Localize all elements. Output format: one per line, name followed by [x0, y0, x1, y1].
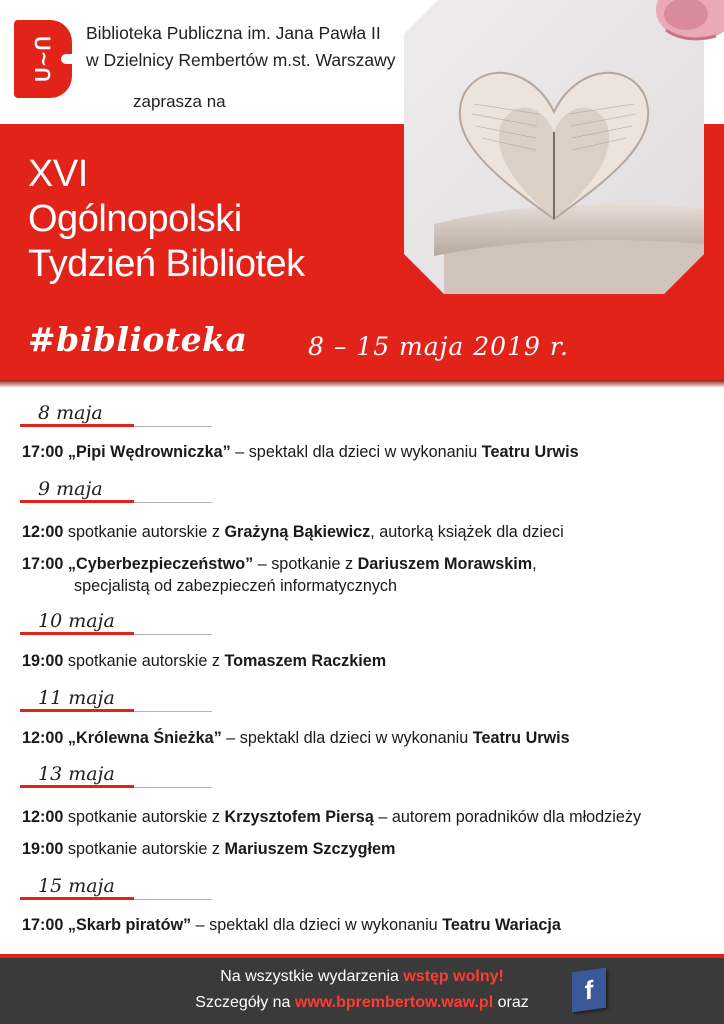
hashtag: #biblioteka [28, 320, 248, 359]
footer-line-1 [0, 968, 724, 986]
facebook-glyph: f [584, 973, 594, 1006]
day-divider [134, 426, 212, 427]
event-text: – spektakl dla dzieci w wykonaniu [230, 443, 482, 461]
footer-text: Na wszystkie wydarzenia [220, 968, 404, 985]
event-time: 12:00 [22, 523, 64, 541]
event-item [22, 727, 570, 749]
website-link[interactable]: www.bprembertow.waw.pl [294, 994, 494, 1011]
event-title [28, 152, 305, 287]
event-text: spotkanie autorskie z [63, 652, 225, 670]
event-highlight: Krzysztofem Piersą [224, 808, 374, 826]
event-text: spotkanie autorskie z [63, 523, 225, 541]
day-divider [134, 634, 212, 635]
event-text: – spotkanie z [253, 555, 358, 573]
invite-text: zaprasza na [133, 92, 226, 111]
event-text: spotkanie autorskie z [63, 808, 225, 826]
event-highlight: „Królewna Śnieżka” [67, 729, 222, 747]
free-entry-text: wstęp wolny! [403, 968, 504, 985]
facebook-icon[interactable] [572, 968, 606, 1013]
event-highlight: Mariuszem Szczygłem [224, 840, 396, 858]
event-text: , [532, 555, 537, 573]
day-underline [20, 709, 134, 712]
event-text: – autorem poradników dla młodzieży [373, 808, 642, 826]
title-line-1: XVI [28, 153, 88, 195]
event-dates: 8 – 15 maja 2019 r. [308, 332, 569, 361]
event-time: 17:00 [22, 555, 64, 573]
details-end-text: oraz [493, 994, 529, 1011]
event-text-continued: specjalistą od zabezpieczeń informatycznych [74, 577, 398, 595]
footer [0, 958, 724, 1024]
day-divider [134, 899, 212, 900]
institution-line-1: Biblioteka Publiczna im. Jana Pawła II [86, 23, 381, 43]
event-highlight: „Cyberbezpieczeństwo” [67, 555, 254, 573]
day-underline [20, 632, 134, 635]
event-text: – spektakl dla dzieci w wykonaniu [191, 916, 443, 934]
day-label: 13 maja [38, 763, 115, 785]
event-highlight: „Pipi Wędrowniczka” [67, 443, 231, 461]
day-divider [134, 711, 212, 712]
day-label: 8 maja [38, 402, 103, 424]
rose-decoration [626, 0, 724, 54]
event-highlight: Teatru Urwis [472, 729, 570, 747]
institution-line-2: w Dzielnicy Rembertów m.st. Warszawy [86, 50, 396, 70]
day-label: 10 maja [38, 610, 115, 632]
event-time: 12:00 [22, 808, 64, 826]
library-logo-icon: ᑌ~ᑎ [14, 20, 72, 98]
event-time: 19:00 [22, 840, 64, 858]
event-time: 17:00 [22, 443, 64, 461]
event-item [22, 521, 564, 543]
event-time: 19:00 [22, 652, 64, 670]
title-line-3: Tydzień Bibliotek [28, 243, 305, 285]
event-highlight: Teatru Urwis [481, 443, 579, 461]
day-divider [134, 787, 212, 788]
event-highlight: Teatru Wariacja [442, 916, 561, 934]
day-underline [20, 500, 134, 503]
event-text: – spektakl dla dzieci w wykonaniu [221, 729, 473, 747]
day-underline [20, 785, 134, 788]
event-text: spotkanie autorskie z [63, 840, 225, 858]
institution-name [86, 20, 396, 74]
event-highlight: Dariuszem Morawskim [357, 555, 533, 573]
event-time: 17:00 [22, 916, 64, 934]
footer-line-2 [0, 994, 724, 1012]
details-text: Szczegóły na [195, 994, 295, 1011]
event-item [22, 553, 537, 597]
day-divider [134, 502, 212, 503]
day-label: 9 maja [38, 478, 103, 500]
banner-shadow [0, 380, 724, 388]
event-highlight: „Skarb piratów” [67, 916, 192, 934]
event-item [22, 914, 561, 936]
event-text: , autorką książek dla dzieci [370, 523, 564, 541]
event-highlight: Grażyną Bąkiewicz [224, 523, 371, 541]
event-time: 12:00 [22, 729, 64, 747]
event-item [22, 838, 395, 860]
event-item [22, 650, 386, 672]
event-item [22, 441, 579, 463]
day-underline [20, 424, 134, 427]
event-item [22, 806, 641, 828]
day-label: 15 maja [38, 875, 115, 897]
title-line-2: Ogólnopolski [28, 198, 242, 240]
day-label: 11 maja [38, 687, 115, 709]
event-highlight: Tomaszem Raczkiem [224, 652, 387, 670]
day-underline [20, 897, 134, 900]
